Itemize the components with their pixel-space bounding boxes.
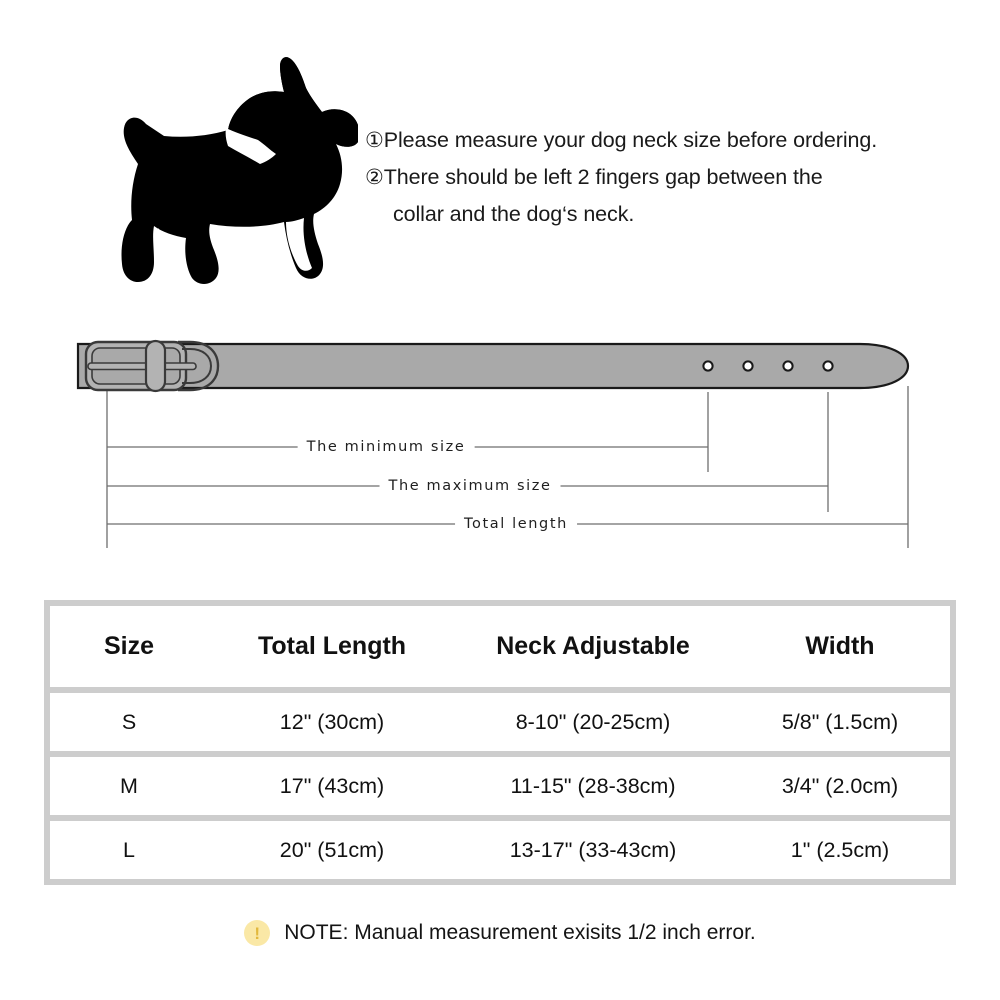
cell-total-length: 17" (43cm) xyxy=(208,757,456,815)
cell-total-length: 20" (51cm) xyxy=(208,821,456,879)
instructions-block xyxy=(365,122,965,233)
keeper-loop xyxy=(146,341,165,391)
collar-diagram-svg xyxy=(0,300,1000,590)
exclamation-circle-icon xyxy=(244,920,270,946)
instruction-line-2-continued: collar and the dog‘s neck. xyxy=(393,202,635,226)
cell-neck-adjustable: 11-15" (28-38cm) xyxy=(456,757,730,815)
table-header-row xyxy=(50,606,950,687)
cell-total-length: 12" (30cm) xyxy=(208,693,456,751)
column-header-width: Width xyxy=(730,606,950,687)
cell-size: L xyxy=(50,821,208,879)
cell-size: S xyxy=(50,693,208,751)
table-row xyxy=(50,757,950,815)
table-row xyxy=(50,821,950,879)
column-header-size: Size xyxy=(50,606,208,687)
cell-size: M xyxy=(50,757,208,815)
cell-neck-adjustable: 8-10" (20-25cm) xyxy=(456,693,730,751)
buckle-prong xyxy=(88,363,196,370)
cell-width: 3/4" (2.0cm) xyxy=(730,757,950,815)
collar-measurement-diagram xyxy=(0,300,1000,590)
instruction-text-2: There should be left 2 fingers gap between the xyxy=(383,165,823,189)
instruction-line-1 xyxy=(365,122,965,159)
cell-width: 1" (2.5cm) xyxy=(730,821,950,879)
adjustment-hole xyxy=(783,361,792,370)
table-row xyxy=(50,693,950,751)
dimension-label-minimum: The minimum size xyxy=(298,439,475,455)
adjustment-hole xyxy=(703,361,712,370)
instruction-line-2 xyxy=(365,159,965,196)
exclamation-glyph: ! xyxy=(254,923,261,943)
cell-neck-adjustable: 13-17" (33-43cm) xyxy=(456,821,730,879)
dimension-label-total: Total length xyxy=(455,516,577,532)
dog-silhouette-icon xyxy=(58,32,358,287)
column-header-neck-adjustable: Neck Adjustable xyxy=(456,606,730,687)
size-chart-table xyxy=(44,600,956,885)
column-header-total-length: Total Length xyxy=(208,606,456,687)
dimension-label-maximum: The maximum size xyxy=(380,478,561,494)
cell-width: 5/8" (1.5cm) xyxy=(730,693,950,751)
instruction-number-2: ② xyxy=(365,166,384,189)
note-row xyxy=(0,920,1000,946)
note-text: NOTE: Manual measurement exisits 1/2 inch error. xyxy=(284,921,756,944)
header-illustration-section xyxy=(0,0,1000,300)
instruction-number-1: ① xyxy=(365,129,384,152)
adjustment-hole xyxy=(743,361,752,370)
adjustment-hole xyxy=(823,361,832,370)
instruction-text-1: Please measure your dog neck size before ordering. xyxy=(383,128,878,152)
